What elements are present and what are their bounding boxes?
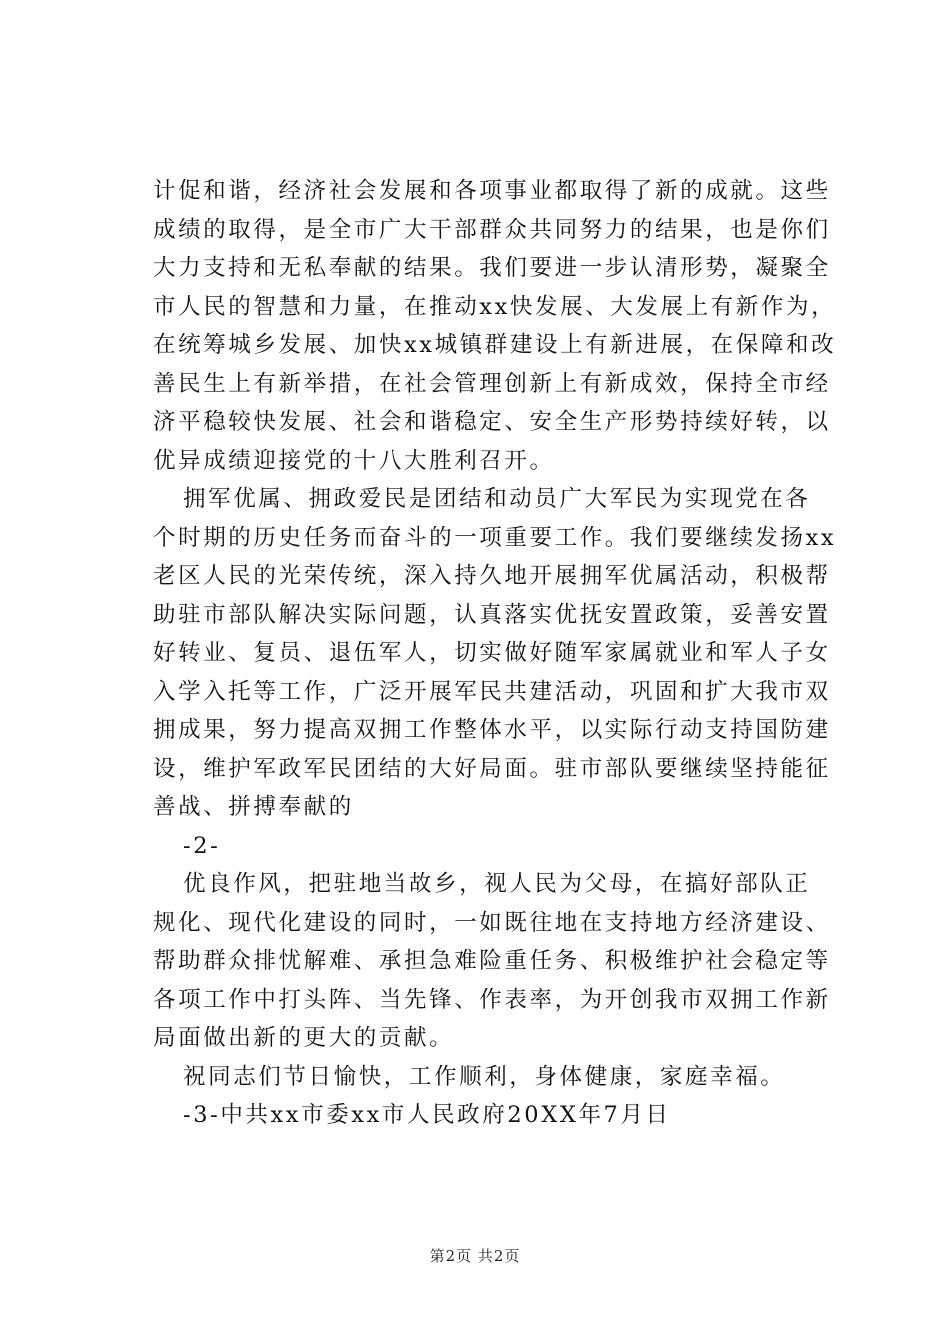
signature-line: -3-中共xx市委xx市人民政府20XX年7月日 — [183, 1102, 671, 1128]
text-line: 规化、现代化建设的同时，一如既往地在支持地方经济建设、 — [153, 909, 831, 936]
text-line: 计促和谐，经济社会发展和各项事业都取得了新的成就。这些 — [153, 178, 831, 204]
text-line: 善民生上有新举措，在社会管理创新上有新成效，保持全市经 — [153, 370, 831, 397]
paragraph-start-line: 祝同志们节日愉快，工作顺利，身体健康，家庭幸福。 — [183, 1063, 786, 1090]
text-line: 设，维护军政军民团结的大好局面。驻市部队要继续坚持能征 — [153, 755, 831, 782]
paragraph-start-line: 拥军优属、拥政爱民是团结和动员广大军民为实现党在各 — [183, 486, 811, 512]
text-line: 大力支持和无私奉献的结果。我们要进一步认清形势，凝聚全 — [153, 255, 831, 281]
text-line: 济平稳较快发展、社会和谐稳定、安全生产形势持续好转，以 — [153, 409, 831, 435]
text-line: 在统筹城乡发展、加快xx城镇群建设上有新进展，在保障和改 — [153, 332, 837, 358]
text-line: 老区人民的光荣传统，深入持久地开展拥军优属活动，积极帮 — [153, 563, 831, 589]
text-line: 市人民的智慧和力量，在推动xx快发展、大发展上有新作为， — [153, 293, 837, 320]
page-marker-line: -2- — [183, 832, 221, 859]
text-line: 个时期的历史任务而奋斗的一项重要工作。我们要继续发扬xx — [153, 524, 837, 551]
text-line: 优异成绩迎接党的十八大胜利召开。 — [153, 447, 555, 474]
text-line: 拥成果，努力提高双拥工作整体水平，以实际行动支持国防建 — [153, 717, 831, 743]
text-line: 局面做出新的更大的贡献。 — [153, 1025, 455, 1051]
text-line: 各项工作中打头阵、当先锋、作表率，为开创我市双拥工作新 — [153, 986, 831, 1013]
text-line: 成绩的取得，是全市广大干部群众共同努力的结果，也是你们 — [153, 216, 831, 243]
document-body — [153, 172, 837, 1135]
paragraph-start-line: 优良作风，把驻地当故乡，视人民为父母，在搞好部队正 — [183, 871, 811, 897]
text-line: 帮助群众排忧解难、承担急难险重任务、积极维护社会稳定等 — [153, 948, 831, 974]
text-line: 入学入托等工作，广泛开展军民共建活动，巩固和扩大我市双 — [153, 678, 831, 705]
page-footer: 第2页 共2页 — [429, 1247, 521, 1265]
text-line: 好转业、复员、退伍军人，切实做好随军家属就业和军人子女 — [153, 640, 831, 666]
text-line: 助驻市部队解决实际问题，认真落实优抚安置政策，妥善安置 — [153, 601, 831, 628]
text-line: 善战、拼搏奉献的 — [153, 794, 354, 820]
